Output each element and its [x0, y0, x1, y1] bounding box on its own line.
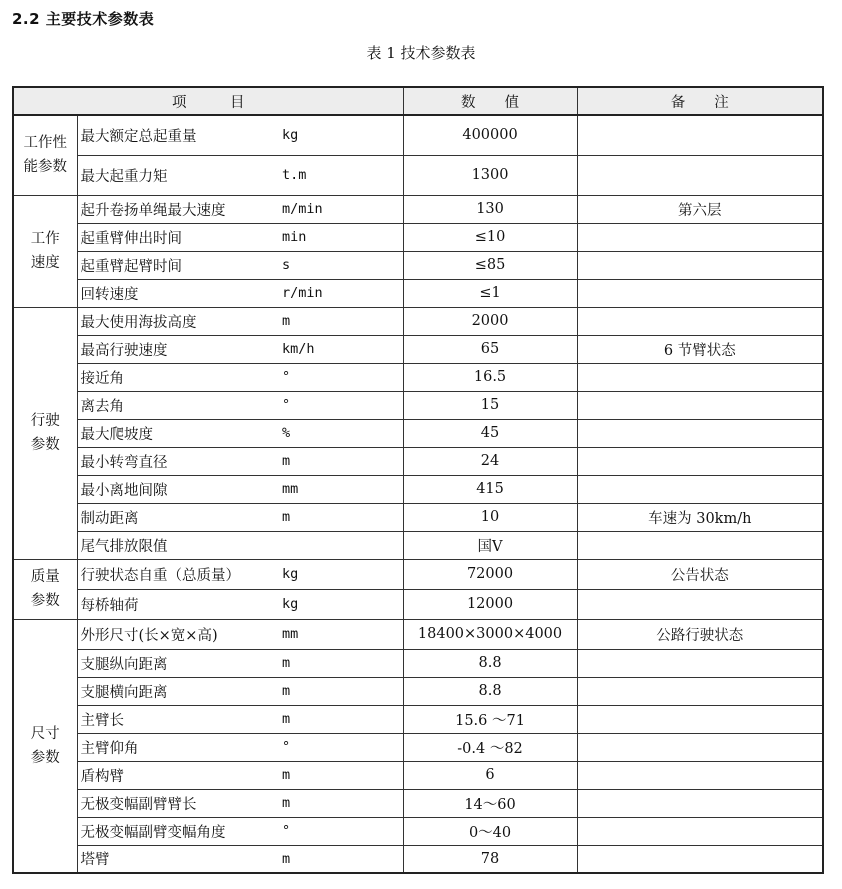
param-remark	[577, 279, 823, 307]
table-row	[13, 589, 823, 619]
param-value: 72000	[403, 559, 577, 589]
param-unit: m	[279, 503, 403, 531]
group-label: 质量 参数	[13, 559, 77, 619]
param-value: 45	[403, 419, 577, 447]
param-name: 盾构臂	[77, 761, 279, 789]
header-item: 项 目	[13, 87, 403, 115]
param-name: 最小离地间隙	[77, 475, 279, 503]
table-row	[13, 279, 823, 307]
param-unit: mm	[279, 475, 403, 503]
param-remark	[577, 447, 823, 475]
param-value: ≤1	[403, 279, 577, 307]
param-name: 最大使用海拔高度	[77, 307, 279, 335]
param-unit: °	[279, 817, 403, 845]
param-remark	[577, 845, 823, 873]
param-remark	[577, 363, 823, 391]
param-value: 15	[403, 391, 577, 419]
table-row	[13, 251, 823, 279]
table-row	[13, 619, 823, 649]
param-remark	[577, 475, 823, 503]
table-row	[13, 155, 823, 195]
param-value: 18400×3000×4000	[403, 619, 577, 649]
table-body	[13, 115, 823, 873]
param-unit: m	[279, 307, 403, 335]
group-label: 行驶 参数	[13, 307, 77, 559]
table-row	[13, 677, 823, 705]
param-value: 2000	[403, 307, 577, 335]
table-header-row	[13, 87, 823, 115]
param-value: 8.8	[403, 649, 577, 677]
table-row	[13, 531, 823, 559]
param-name: 外形尺寸(长×宽×高)	[77, 619, 279, 649]
param-name: 尾气排放限值	[77, 531, 279, 559]
table-row	[13, 335, 823, 363]
table-row	[13, 733, 823, 761]
group-label: 工作性 能参数	[13, 115, 77, 195]
table-row	[13, 475, 823, 503]
param-unit: m	[279, 705, 403, 733]
group-label: 尺寸 参数	[13, 619, 77, 873]
param-value: 78	[403, 845, 577, 873]
param-unit: %	[279, 419, 403, 447]
param-name: 每桥轴荷	[77, 589, 279, 619]
param-remark: 车速为 30km/h	[577, 503, 823, 531]
param-remark: 6 节臂状态	[577, 335, 823, 363]
param-remark	[577, 531, 823, 559]
param-remark	[577, 419, 823, 447]
header-value: 数 值	[403, 87, 577, 115]
group-label: 工作 速度	[13, 195, 77, 307]
param-name: 最高行驶速度	[77, 335, 279, 363]
param-remark	[577, 223, 823, 251]
param-unit	[279, 531, 403, 559]
param-unit: kg	[279, 115, 403, 155]
param-unit: s	[279, 251, 403, 279]
param-value: ≤10	[403, 223, 577, 251]
param-value: 国Ⅴ	[403, 531, 577, 559]
section-title: 2.2 主要技术参数表	[12, 10, 155, 28]
table-row	[13, 503, 823, 531]
header-remark: 备 注	[577, 87, 823, 115]
param-remark	[577, 649, 823, 677]
param-remark	[577, 789, 823, 817]
param-name: 无极变幅副臂变幅角度	[77, 817, 279, 845]
param-unit: kg	[279, 559, 403, 589]
table-row	[13, 705, 823, 733]
table-row	[13, 195, 823, 223]
technical-parameters-table	[12, 86, 824, 874]
param-value: 6	[403, 761, 577, 789]
param-name: 行驶状态自重（总质量）	[77, 559, 279, 589]
table-row	[13, 817, 823, 845]
table-row	[13, 789, 823, 817]
param-remark	[577, 817, 823, 845]
param-unit: m	[279, 761, 403, 789]
param-value: 14～60	[403, 789, 577, 817]
param-value: 400000	[403, 115, 577, 155]
table-row	[13, 559, 823, 589]
table-row	[13, 391, 823, 419]
param-name: 支腿纵向距离	[77, 649, 279, 677]
param-value: 1300	[403, 155, 577, 195]
table-row	[13, 115, 823, 155]
table-row	[13, 419, 823, 447]
table-caption: 表 1 技术参数表	[366, 44, 476, 62]
table-row	[13, 307, 823, 335]
table-row	[13, 363, 823, 391]
param-remark	[577, 761, 823, 789]
param-remark	[577, 115, 823, 155]
param-value: 65	[403, 335, 577, 363]
param-value: 16.5	[403, 363, 577, 391]
param-name: 塔臂	[77, 845, 279, 873]
param-remark: 第六层	[577, 195, 823, 223]
param-value: -0.4 ～82	[403, 733, 577, 761]
param-unit: °	[279, 733, 403, 761]
table-row	[13, 761, 823, 789]
param-remark	[577, 705, 823, 733]
param-remark	[577, 391, 823, 419]
param-name: 最小转弯直径	[77, 447, 279, 475]
param-unit: m	[279, 845, 403, 873]
param-name: 无极变幅副臂臂长	[77, 789, 279, 817]
param-name: 主臂仰角	[77, 733, 279, 761]
param-remark	[577, 589, 823, 619]
param-value: 8.8	[403, 677, 577, 705]
param-unit: °	[279, 391, 403, 419]
param-unit: m	[279, 789, 403, 817]
param-unit: mm	[279, 619, 403, 649]
param-unit: m	[279, 649, 403, 677]
param-unit: r/min	[279, 279, 403, 307]
table-row	[13, 649, 823, 677]
param-name: 起重臂伸出时间	[77, 223, 279, 251]
param-unit: m/min	[279, 195, 403, 223]
param-name: 接近角	[77, 363, 279, 391]
param-remark	[577, 155, 823, 195]
param-remark: 公路行驶状态	[577, 619, 823, 649]
param-name: 最大爬坡度	[77, 419, 279, 447]
param-name: 起重臂起臂时间	[77, 251, 279, 279]
param-unit: km/h	[279, 335, 403, 363]
param-value: ≤85	[403, 251, 577, 279]
param-name: 最大起重力矩	[77, 155, 279, 195]
param-unit: kg	[279, 589, 403, 619]
param-name: 主臂长	[77, 705, 279, 733]
param-value: 10	[403, 503, 577, 531]
param-remark	[577, 251, 823, 279]
table-row	[13, 447, 823, 475]
param-name: 离去角	[77, 391, 279, 419]
param-unit: °	[279, 363, 403, 391]
param-name: 制动距离	[77, 503, 279, 531]
param-value: 415	[403, 475, 577, 503]
param-value: 130	[403, 195, 577, 223]
table-row	[13, 845, 823, 873]
param-name: 起升卷扬单绳最大速度	[77, 195, 279, 223]
param-value: 12000	[403, 589, 577, 619]
param-value: 24	[403, 447, 577, 475]
param-value: 0～40	[403, 817, 577, 845]
param-remark	[577, 733, 823, 761]
param-unit: m	[279, 677, 403, 705]
param-name: 支腿横向距离	[77, 677, 279, 705]
param-remark: 公告状态	[577, 559, 823, 589]
param-name: 最大额定总起重量	[77, 115, 279, 155]
param-remark	[577, 307, 823, 335]
param-unit: m	[279, 447, 403, 475]
param-name: 回转速度	[77, 279, 279, 307]
param-unit: min	[279, 223, 403, 251]
table-row	[13, 223, 823, 251]
param-value: 15.6 ～71	[403, 705, 577, 733]
param-unit: t.m	[279, 155, 403, 195]
param-remark	[577, 677, 823, 705]
